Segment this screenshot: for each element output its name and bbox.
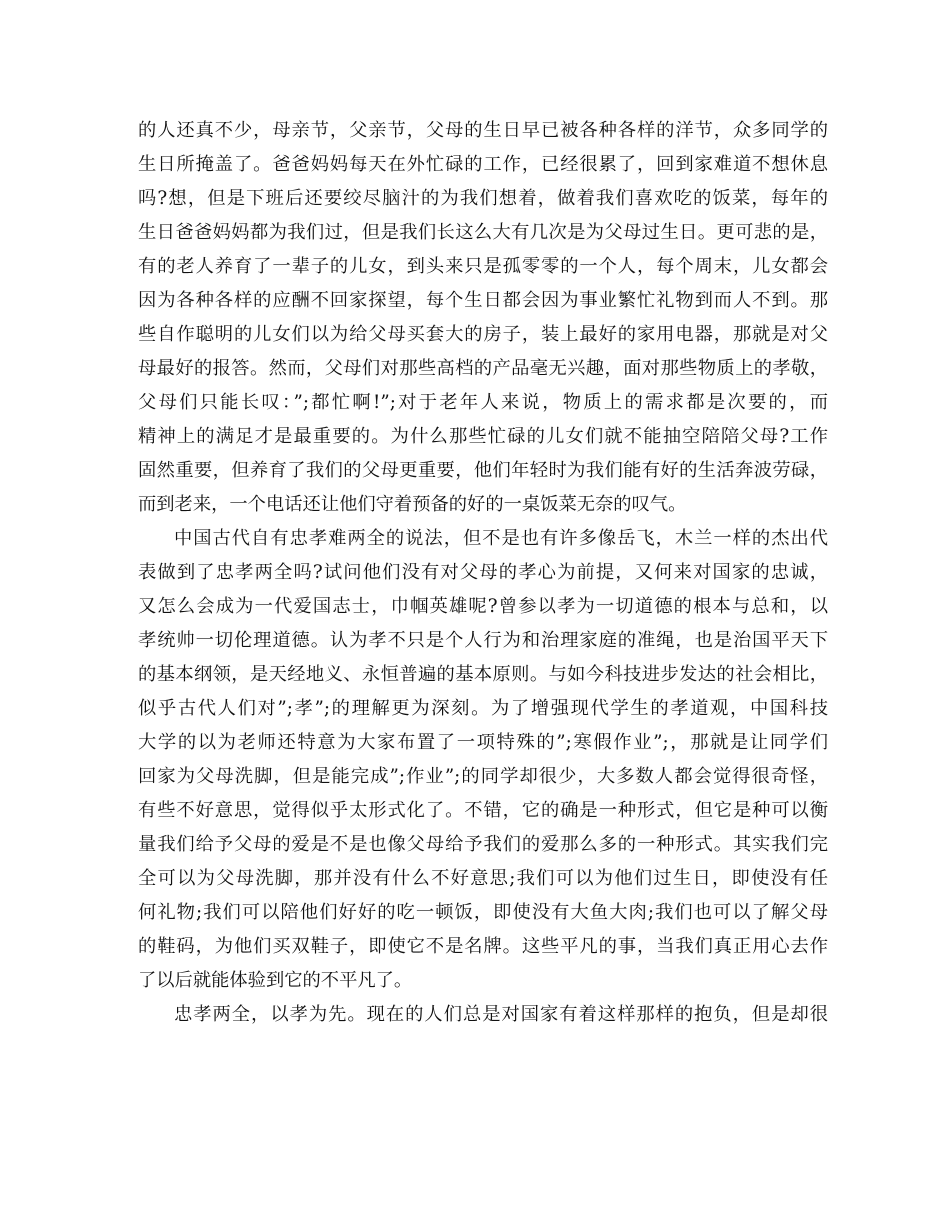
paragraph-1-line-8: 母最好的报答。然而，父母们对那些高档的产品毫无兴趣，面对那些物质上的孝敬，	[138, 358, 828, 379]
paragraph-2-line-3: 又怎么会成为一代爱国志士，巾帼英雄呢?曾参以孝为一切道德的根本与总和，以	[138, 596, 828, 617]
paragraph-1-line-3: 吗?想，但是下班后还要绞尽脑汁的为我们想着，做着我们喜欢吃的饭菜，每年的	[138, 188, 828, 209]
paragraph-1-line-6: 因为各种各样的应酬不回家探望，每个生日都会因为事业繁忙礼物到而人不到。那	[138, 290, 828, 311]
paragraph-2-line-11: 全可以为父母洗脚，那并没有什么不好意思;我们可以为他们过生日，即使没有任	[138, 868, 828, 889]
paragraph-2-line-1: 中国古代自有忠孝难两全的说法，但不是也有许多像岳飞，木兰一样的杰出代	[174, 528, 828, 549]
paragraph-3-line-1: 忠孝两全，以孝为先。现在的人们总是对国家有着这样那样的抱负，但是却很	[174, 1004, 828, 1025]
paragraph-1-line-1: 的人还真不少，母亲节，父亲节，父母的生日早已被各种各样的洋节，众多同学的	[138, 120, 828, 141]
paragraph-1-line-9: 父母们只能长叹：”;都忙啊!”;对于老年人来说，物质上的需求都是次要的，而	[138, 392, 828, 413]
paragraph-2-line-6: 似乎古代人们对”;孝”;的理解更为深刻。为了增强现代学生的孝道观，中国科技	[138, 698, 828, 719]
paragraph-1-line-7: 些自作聪明的儿女们以为给父母买套大的房子，装上最好的家用电器，那就是对父	[138, 324, 828, 345]
paragraph-2-line-7: 大学的以为老师还特意为大家布置了一项特殊的”;寒假作业”;，那就是让同学们	[138, 732, 828, 753]
paragraph-1-line-5: 有的老人养育了一辈子的儿女，到头来只是孤零零的一个人，每个周末，儿女都会	[138, 256, 828, 277]
paragraph-2-line-8: 回家为父母洗脚，但是能完成”;作业”;的同学却很少，大多数人都会觉得很奇怪，	[138, 766, 828, 787]
paragraph-1-line-10: 精神上的满足才是最重要的。为什么那些忙碌的儿女们就不能抽空陪陪父母?工作	[138, 426, 828, 447]
paragraph-2-line-2: 表做到了忠孝两全吗?试问他们没有对父母的孝心为前提，又何来对国家的忠诚，	[138, 562, 828, 583]
paragraph-2-line-13: 的鞋码，为他们买双鞋子，即使它不是名牌。这些平凡的事，当我们真正用心去作	[138, 936, 828, 957]
paragraph-2-line-4: 孝统帅一切伦理道德。认为孝不只是个人行为和治理家庭的准绳，也是治国平天下	[138, 630, 828, 651]
paragraph-2-line-14: 了以后就能体验到它的不平凡了。	[138, 970, 413, 991]
paragraph-1-line-12: 而到老来，一个电话还让他们守着预备的好的一桌饭菜无奈的叹气。	[138, 494, 687, 515]
paragraph-1-line-2: 生日所掩盖了。爸爸妈妈每天在外忙碌的工作，已经很累了，回到家难道不想休息	[138, 154, 828, 175]
paragraph-1-line-4: 生日爸爸妈妈都为我们过，但是我们长这么大有几次是为父母过生日。更可悲的是，	[138, 222, 828, 243]
paragraph-2-line-10: 量我们给予父母的爱是不是也像父母给予我们的爱那么多的一种形式。其实我们完	[138, 834, 828, 855]
paragraph-2-line-9: 有些不好意思，觉得似乎太形式化了。不错，它的确是一种形式，但它是种可以衡	[138, 800, 828, 821]
paragraph-1-line-11: 固然重要，但养育了我们的父母更重要，他们年轻时为我们能有好的生活奔波劳碌，	[138, 460, 828, 481]
paragraph-2-line-12: 何礼物;我们可以陪他们好好的吃一顿饭，即使没有大鱼大肉;我们也可以了解父母	[138, 902, 828, 923]
paragraph-2-line-5: 的基本纲领，是天经地义、永恒普遍的基本原则。与如今科技进步发达的社会相比，	[138, 664, 828, 685]
